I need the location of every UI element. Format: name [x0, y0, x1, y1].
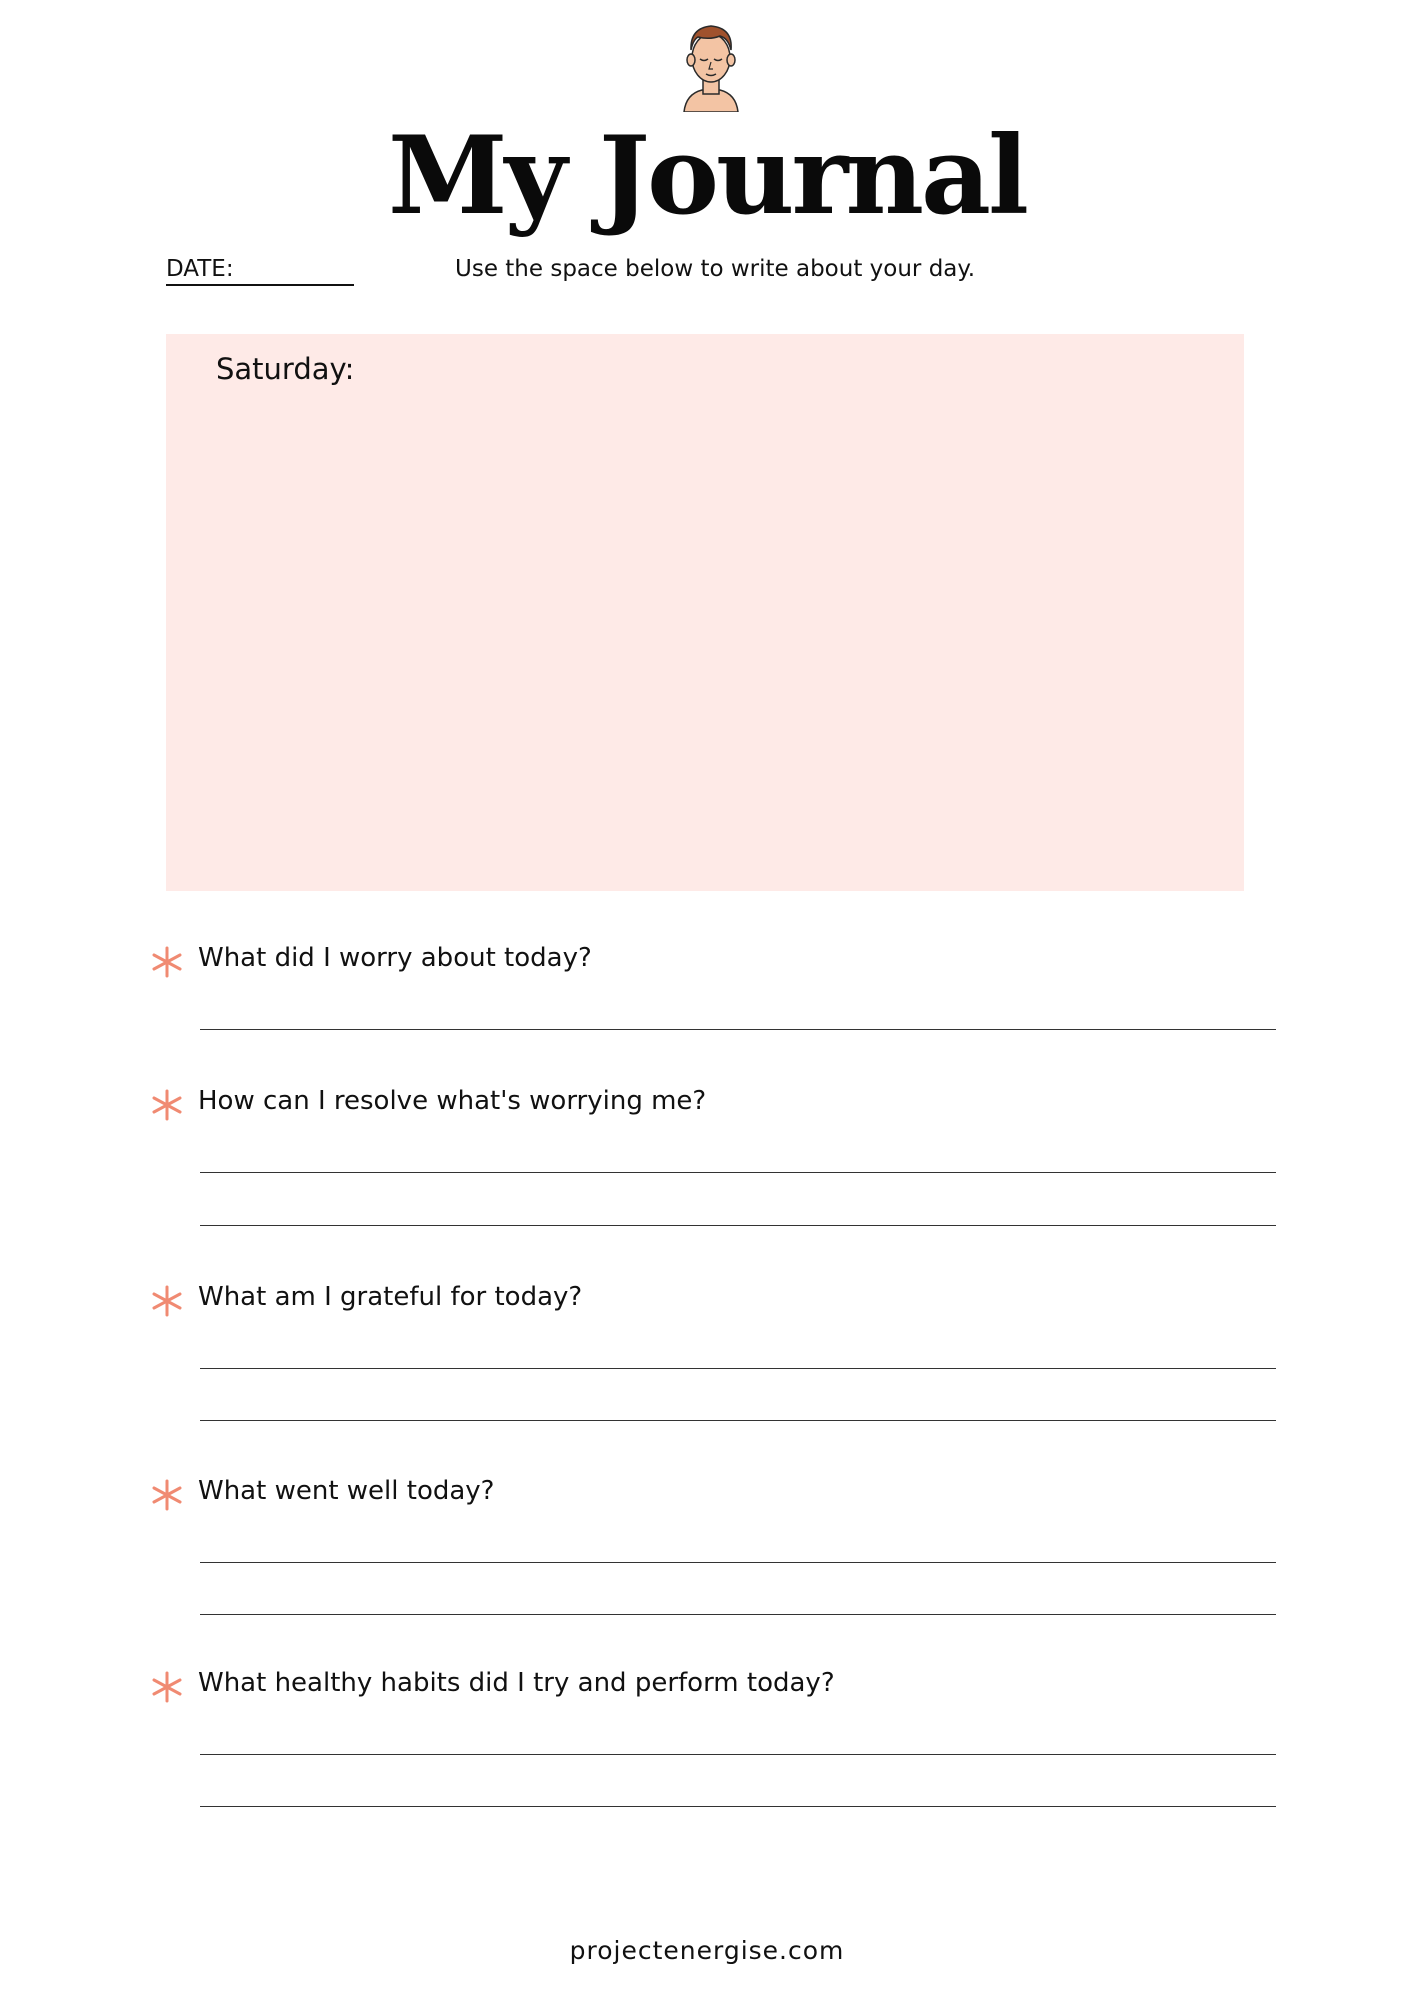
answer-line[interactable] — [200, 1614, 1276, 1615]
answer-line[interactable] — [200, 1368, 1276, 1369]
asterisk-icon — [150, 1670, 184, 1704]
day-label: Saturday: — [216, 352, 355, 386]
journal-entry-box[interactable] — [166, 334, 1244, 891]
question-text: What did I worry about today? — [198, 943, 592, 973]
answer-line[interactable] — [200, 1754, 1276, 1755]
asterisk-icon — [150, 1088, 184, 1122]
answer-line[interactable] — [200, 1420, 1276, 1421]
answer-line[interactable] — [200, 1029, 1276, 1030]
avatar — [676, 16, 746, 112]
question-text: What am I grateful for today? — [198, 1282, 583, 1312]
asterisk-icon — [150, 1284, 184, 1318]
question-text: How can I resolve what's worrying me? — [198, 1086, 707, 1116]
answer-line[interactable] — [200, 1172, 1276, 1173]
date-label: DATE: — [166, 256, 354, 286]
answer-line[interactable] — [200, 1806, 1276, 1807]
intro-text: Use the space below to write about your day. — [455, 256, 976, 282]
page-title: My Journal — [388, 113, 1026, 239]
asterisk-icon — [150, 1478, 184, 1512]
question-text: What went well today? — [198, 1476, 495, 1506]
answer-line[interactable] — [200, 1225, 1276, 1226]
asterisk-icon — [150, 945, 184, 979]
footer-site-link[interactable]: projectenergise.com — [569, 1936, 845, 1965]
answer-line[interactable] — [200, 1562, 1276, 1563]
question-text: What healthy habits did I try and perform today? — [198, 1668, 835, 1698]
